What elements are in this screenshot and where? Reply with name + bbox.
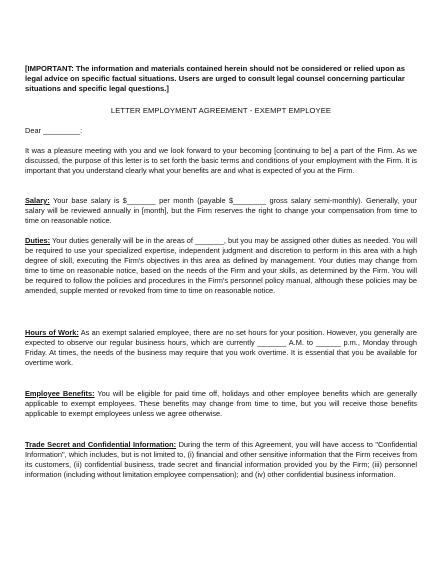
- section-body: You will be eligible for paid time off, holidays and other employee benefits which are generally applicable to exempt employees. These benefits may change from time to time, but you will receive those benefits applicable to exempt employees unless we agree otherwise.: [25, 389, 417, 418]
- section-heading: Salary:: [25, 196, 50, 205]
- duties-section: [25, 236, 417, 296]
- document-title: LETTER EMPLOYMENT AGREEMENT - EXEMPT EMPLOYEE: [110, 106, 332, 115]
- salary-section: [25, 196, 417, 226]
- section-heading: Employee Benefits:: [25, 389, 95, 398]
- section-body: Your base salary is $_______ per month (payable $________ gross salary semi-monthly). Generally, your salary will be reviewed annually in [month], but the Firm reserves the right to change your compensation from time to time on reasonable notice.: [25, 196, 417, 225]
- employee-benefits-section: [25, 389, 417, 419]
- section-body: As an exempt salaried employee, there are no set hours for your position. However, you generally are expected to observe our regular business hours, which are currently _______ A.M. to ______ p.m., Monday through Friday. At times, the needs of the business may require that you work overtime. It is essential that you be available for overtime work.: [25, 328, 417, 367]
- section-body: Your duties generally will be in the areas of _______, but you may be assigned other duties as needed. You will be required to use your specialized expertise, independent judgment and discretion to perform in this area with a high degree of skill, executing the Firm's objectives in this area as defined by management. Your duties may change from time to time on reasonable notice, based on the needs of the Firm and your skills, as determined by the Firm. You will be required to follow the policies and procedures in the Firm's personnel policy manual, although these policies may be amended, supple mented or revoked from time to time on reasonable notice.: [25, 236, 417, 295]
- section-body: During the term of this Agreement, you will have access to "Confidential Information", which includes, but is not limited to, (i) financial and other sensitive information that the Firm receives from its customers, (ii) confidential business, trade secret and financial information provided you by the Firm; (iii) personnel information (including without limitation employee compensation); and (iv) other confidential business information.: [25, 440, 417, 479]
- section-heading: Duties:: [25, 236, 51, 245]
- salutation: Dear _________:: [25, 126, 83, 135]
- hours-of-work-section: [25, 328, 417, 368]
- trade-secret-section: [25, 440, 417, 480]
- legal-disclaimer: [IMPORTANT: The information and materials contained herein should not be considered or relied upon as legal advice on specific factual situations. Users are urged to consult legal counsel concerning particular situations and specific legal questions.]: [25, 64, 406, 93]
- section-heading: Hours of Work:: [25, 328, 79, 337]
- intro-paragraph: It was a pleasure meeting with you and we look forward to your becoming [continuing to be] a part of the Firm. As we discussed, the purpose of this letter is to set forth the basic terms and conditions of your employment with the Firm. It is important that you understand clearly what your benefits are and what is expected of you at the Firm.: [25, 146, 417, 175]
- section-heading: Trade Secret and Confidential Information:: [25, 440, 177, 449]
